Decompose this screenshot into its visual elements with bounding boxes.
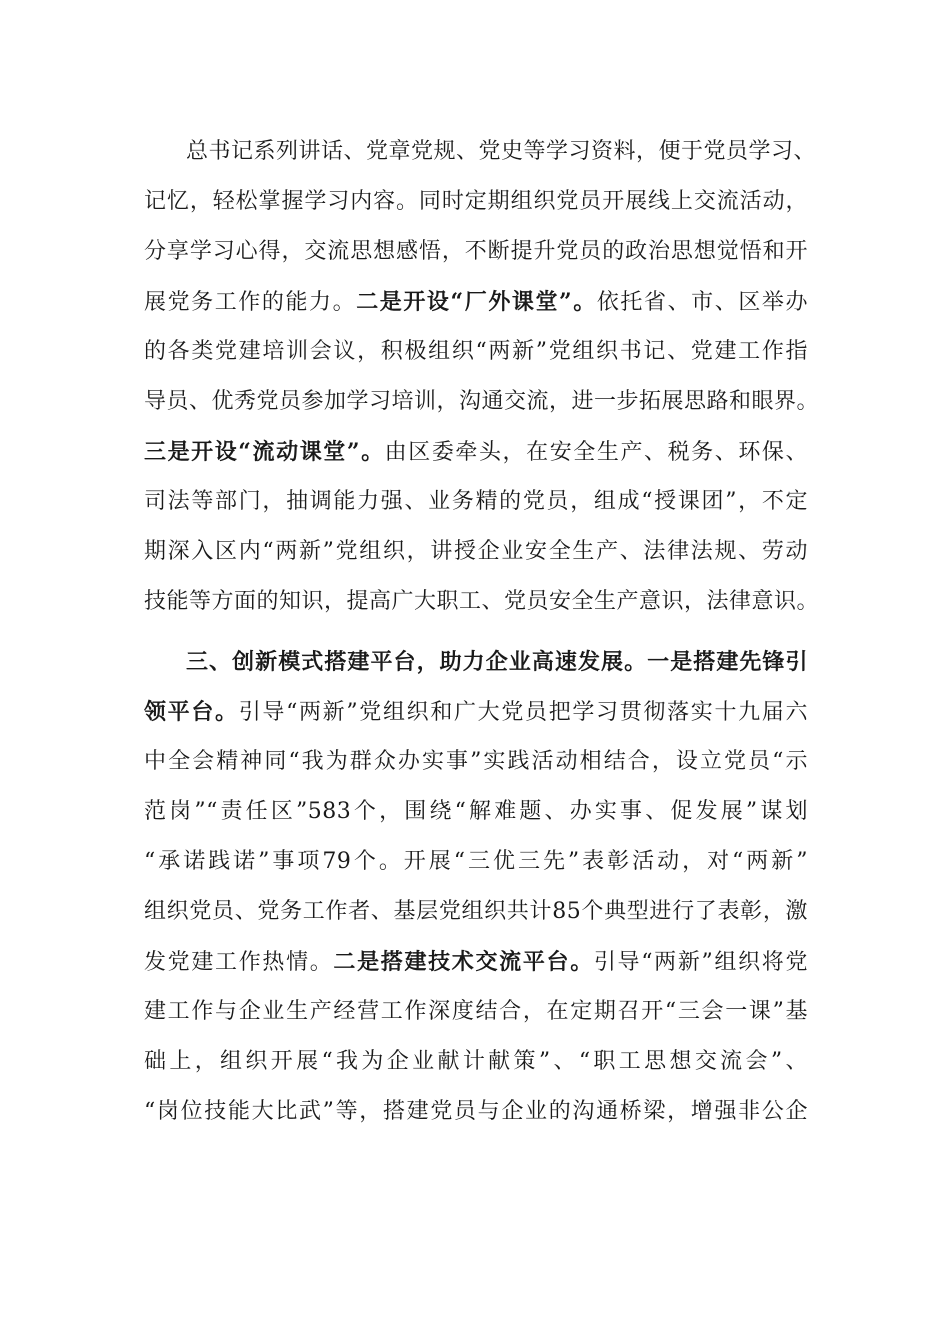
text-line <box>186 128 817 176</box>
text-run: 范岗”“责任区”583个，围绕“解难题、办实事、促发展”谋划 <box>144 799 808 824</box>
text-line <box>144 428 808 476</box>
text-line <box>144 688 808 736</box>
text-line <box>144 578 820 626</box>
text-line <box>144 228 808 276</box>
text-line <box>144 838 808 886</box>
text-line <box>144 738 808 786</box>
text-run: 引导“两新”组织将党 <box>593 950 808 975</box>
text-line <box>144 328 808 376</box>
text-run: 分享学习心得，交流思想感悟，不断提升党员的政治思想觉悟和开 <box>144 239 808 264</box>
section-heading-run: 三、创新模式搭建平台，助力企业高速发展。一是搭建先锋引 <box>186 649 808 675</box>
text-run: “岗位技能大比武”等，搭建党员与企业的沟通桥梁，增强非公企 <box>144 1099 808 1124</box>
text-line <box>144 888 808 936</box>
text-run: 建工作与企业生产经营工作深度结合，在定期召开“三会一课”基 <box>144 999 808 1024</box>
text-run: 础上，组织开展“我为企业献计献策”、“职工思想交流会”、 <box>144 1049 808 1074</box>
text-run: 引导“两新”党组织和广大党员把学习贯彻落实十九届六 <box>238 700 808 725</box>
text-line <box>144 938 808 986</box>
text-run: 发党建工作热情。 <box>144 950 334 975</box>
bold-heading-run: 二是开设“厂外课堂”。 <box>356 289 597 315</box>
text-line <box>144 178 808 226</box>
text-run: 由区委牵头，在安全生产、税务、环保、 <box>384 440 808 465</box>
text-line <box>144 528 808 576</box>
text-line <box>144 378 820 426</box>
text-run: 期深入区内“两新”党组织，讲授企业安全生产、法律法规、劳动 <box>144 539 808 564</box>
text-run: “承诺践诺”事项79个。开展“三优三先”表彰活动，对“两新” <box>144 849 808 874</box>
text-line <box>144 1038 808 1086</box>
text-line <box>144 278 808 326</box>
text-run: 中全会精神同“我为群众办实事”实践活动相结合，设立党员“示 <box>144 749 808 774</box>
text-run: 记忆，轻松掌握学习内容。同时定期组织党员开展线上交流活动， <box>144 189 808 214</box>
text-run: 总书记系列讲话、党章党规、党史等学习资料，便于党员学习、 <box>186 139 817 164</box>
text-run: 司法等部门，抽调能力强、业务精的党员，组成“授课团”，不定 <box>144 489 808 514</box>
text-run: 展党务工作的能力。 <box>144 290 357 315</box>
bold-heading-run: 领平台。 <box>144 699 239 725</box>
bold-heading-run: 三是开设“流动课堂”。 <box>144 439 385 465</box>
text-line <box>144 478 808 526</box>
text-run: 技能等方面的知识，提高广大职工、党员安全生产意识，法律意识。 <box>144 589 820 614</box>
text-run: 组织党员、党务工作者、基层党组织共计85个典型进行了表彰，激 <box>144 899 808 924</box>
text-line <box>144 1088 808 1136</box>
text-run: 依托省、市、区举办 <box>596 290 808 315</box>
text-run: 导员、优秀党员参加学习培训，沟通交流，进一步拓展思路和眼界。 <box>144 389 820 414</box>
bold-heading-run: 二是搭建技术交流平台。 <box>333 949 594 975</box>
text-line <box>144 788 808 836</box>
text-line <box>144 988 808 1036</box>
text-run: 的各类党建培训会议，积极组织“两新”党组织书记、党建工作指 <box>144 339 808 364</box>
text-line <box>186 638 808 686</box>
